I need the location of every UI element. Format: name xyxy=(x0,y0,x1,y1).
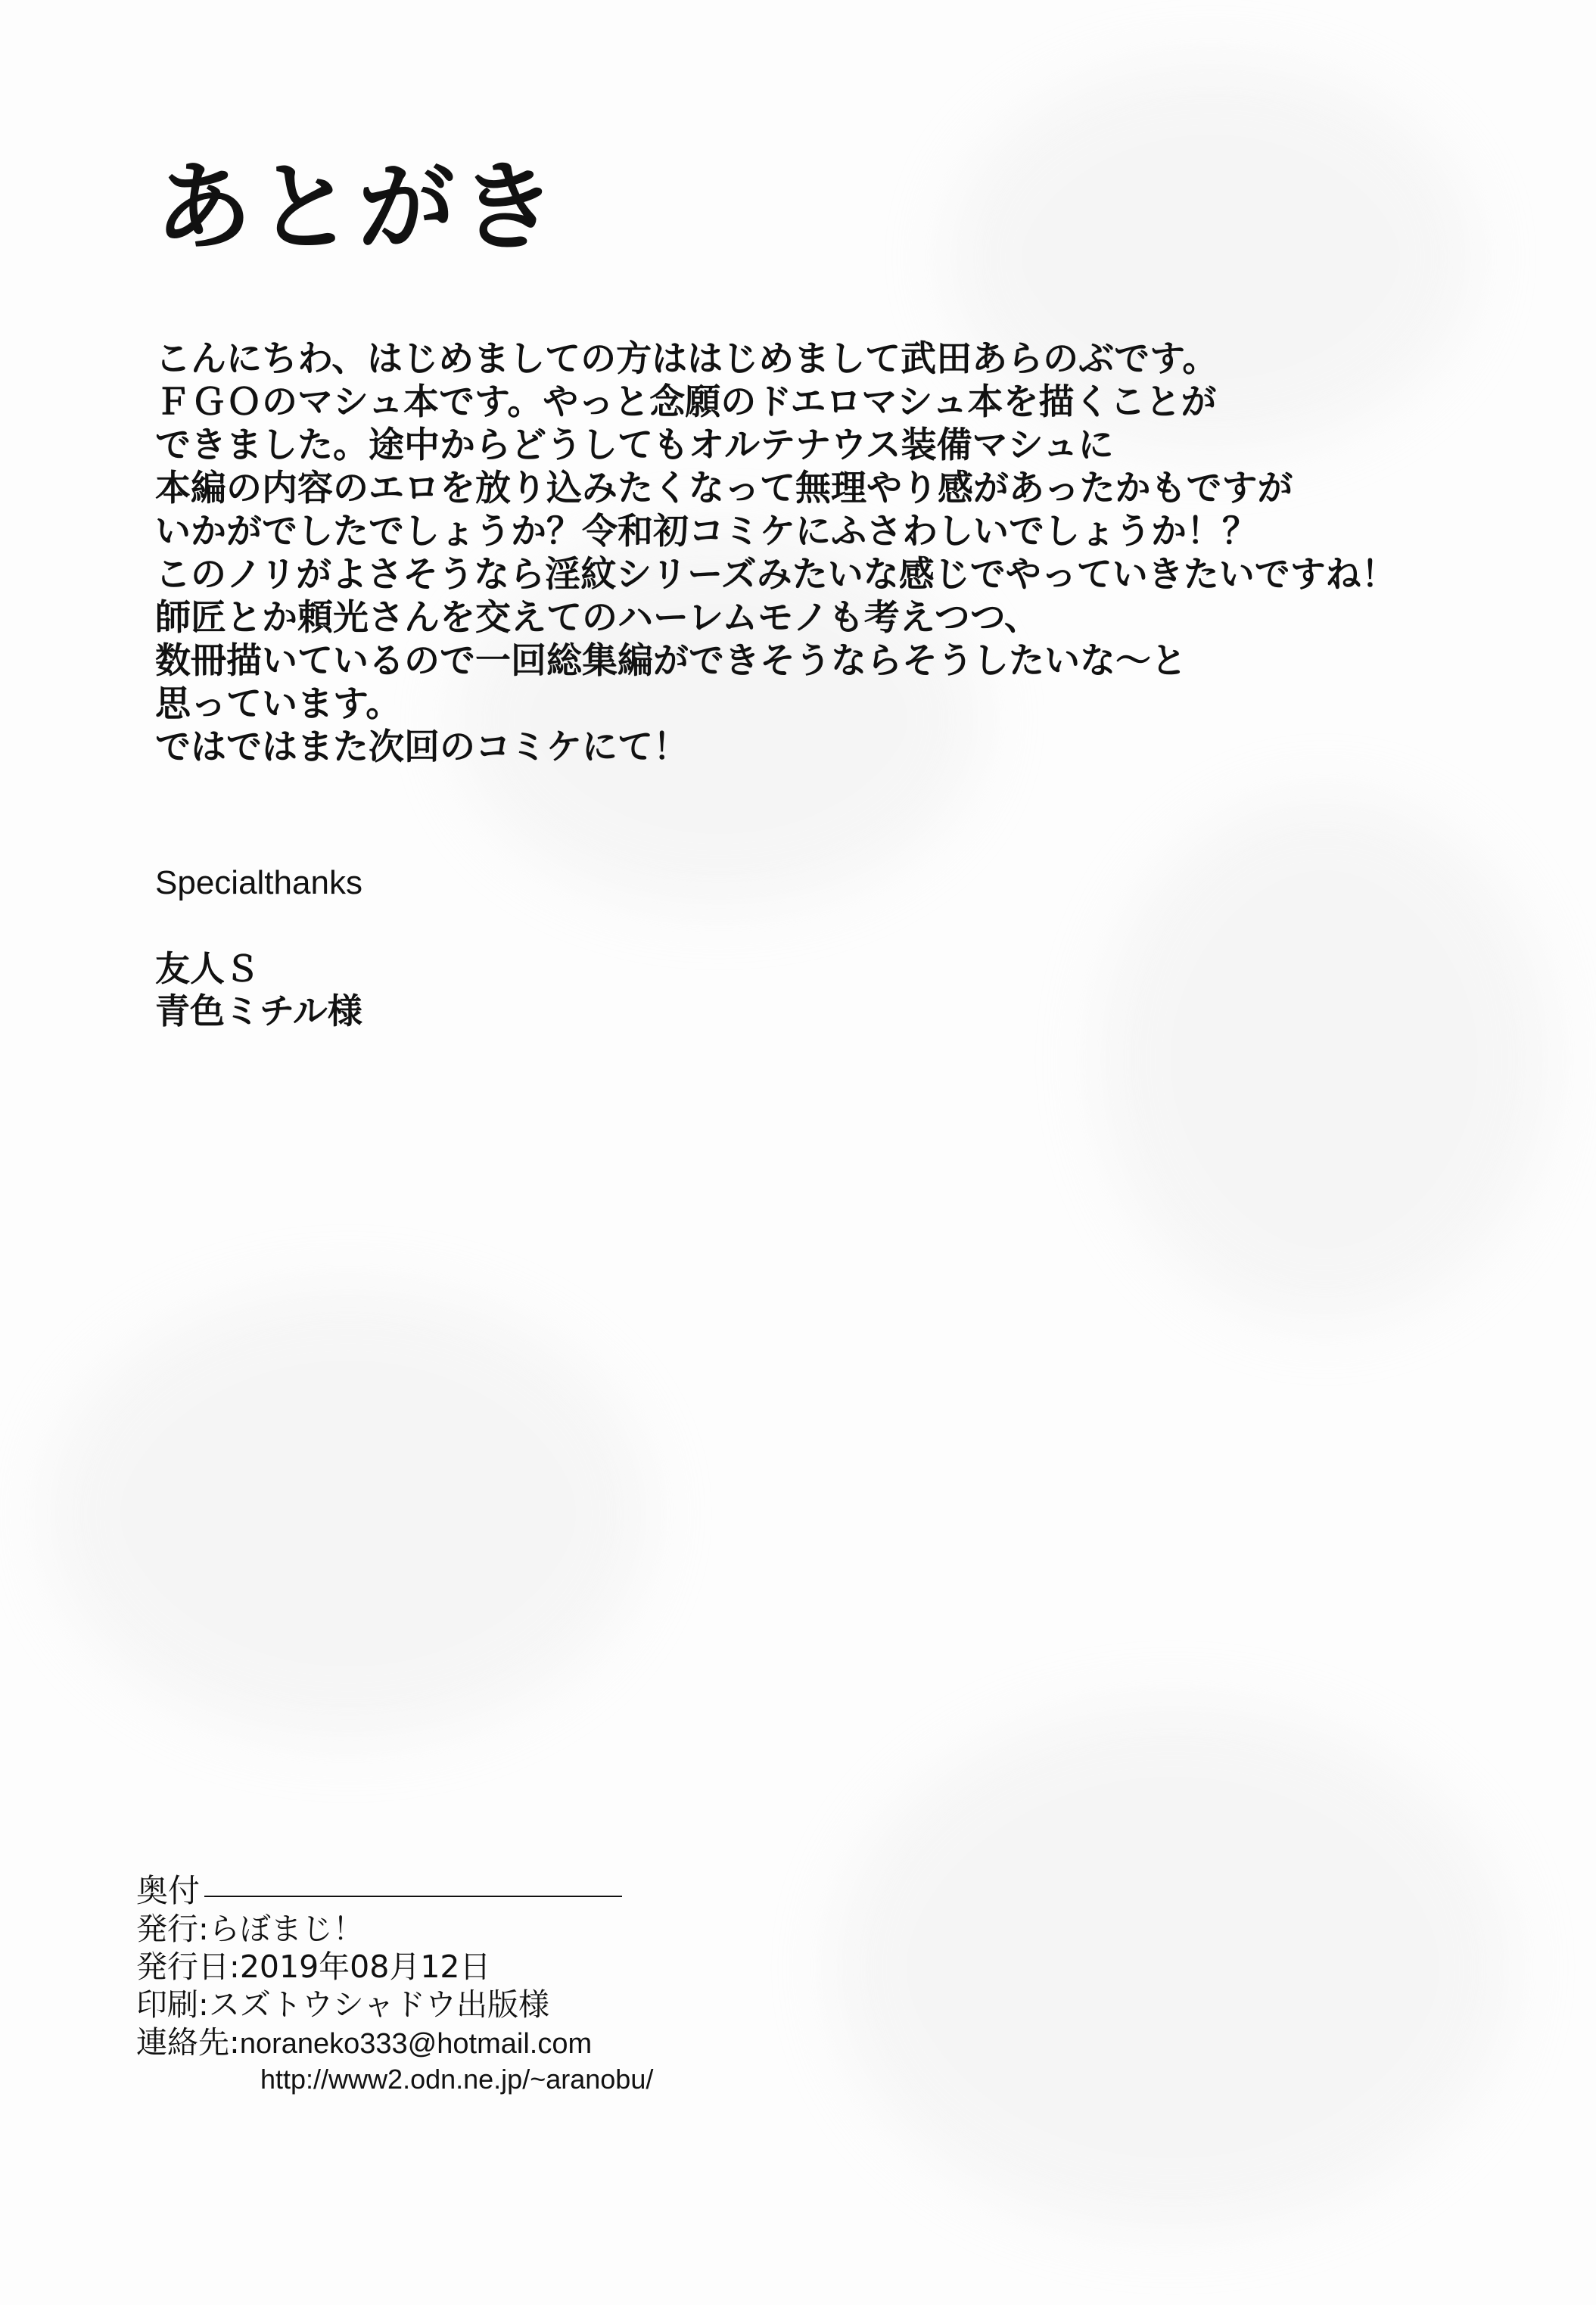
body-line: 思っています。 xyxy=(155,683,402,725)
colophon-publisher xyxy=(136,1910,742,1948)
colophon-contact xyxy=(136,2023,742,2061)
separator: : xyxy=(198,1986,209,2023)
body-line: ＦＧＯのマシュ本です。やっと念願のドエロマシュ本を描くことが xyxy=(155,381,1217,423)
contact-label: 連絡先 xyxy=(136,2024,229,2061)
colophon-date xyxy=(136,1948,742,1986)
date-label: 発行日 xyxy=(136,1949,229,1985)
printer-label: 印刷 xyxy=(136,1986,198,2023)
body-line: いかがでしたでしょうか？令和初コミケにふさわしいでしょうか！？ xyxy=(155,511,1258,552)
colophon-heading-label: 奥付 xyxy=(136,1872,201,1909)
thanks-name: 青色ミチル様 xyxy=(155,991,362,1031)
afterword-body xyxy=(155,338,1578,769)
body-line: ではではまた次回のコミケにて！ xyxy=(155,726,689,768)
paper-texture xyxy=(832,1703,1514,2232)
colophon-heading xyxy=(136,1872,742,1910)
colophon-printer xyxy=(136,1986,742,2023)
colophon xyxy=(136,1872,742,2098)
special-thanks-heading: Specialthanks xyxy=(155,864,362,901)
body-line: できました。途中からどうしてもオルテナウス装備マシュに xyxy=(155,425,1114,466)
colophon-divider xyxy=(204,1896,622,1897)
contact-url: http://www2.odn.ne.jp/~aranobu/ xyxy=(260,2064,654,2095)
body-line: 本編の内容のエロを放り込みたくなって無理やり感があったかもですが xyxy=(155,468,1293,509)
paper-texture xyxy=(1097,795,1551,1324)
body-line: 数冊描いているので一回総集編ができそうならそうしたいな～と xyxy=(155,640,1187,682)
publisher-label: 発行 xyxy=(136,1911,198,1947)
body-line: 師匠とか頼光さんを交えてのハーレムモノも考えつつ、 xyxy=(155,597,1040,639)
paper-texture xyxy=(45,1286,651,1740)
separator: : xyxy=(229,2024,240,2061)
special-thanks-list xyxy=(155,947,362,1032)
thanks-name: 友人Ｓ xyxy=(155,948,260,989)
date-value: 2019年08月12日 xyxy=(239,1949,491,1985)
separator: : xyxy=(198,1911,209,1947)
body-line: こんにちわ、はじめましての方ははじめまして武田あらのぶです。 xyxy=(155,338,1218,380)
separator: : xyxy=(229,1949,240,1985)
contact-email: noraneko333@hotmail.com xyxy=(239,2028,593,2060)
printer-value: スズトウシャドウ出版様 xyxy=(208,1986,550,2023)
publisher-value: らぼまじ！ xyxy=(208,1911,364,1947)
body-line: このノリがよさそうなら淫紋シリーズみたいな感じでやっていきたいですね！ xyxy=(155,554,1397,596)
page-title: あとがき xyxy=(155,151,562,264)
